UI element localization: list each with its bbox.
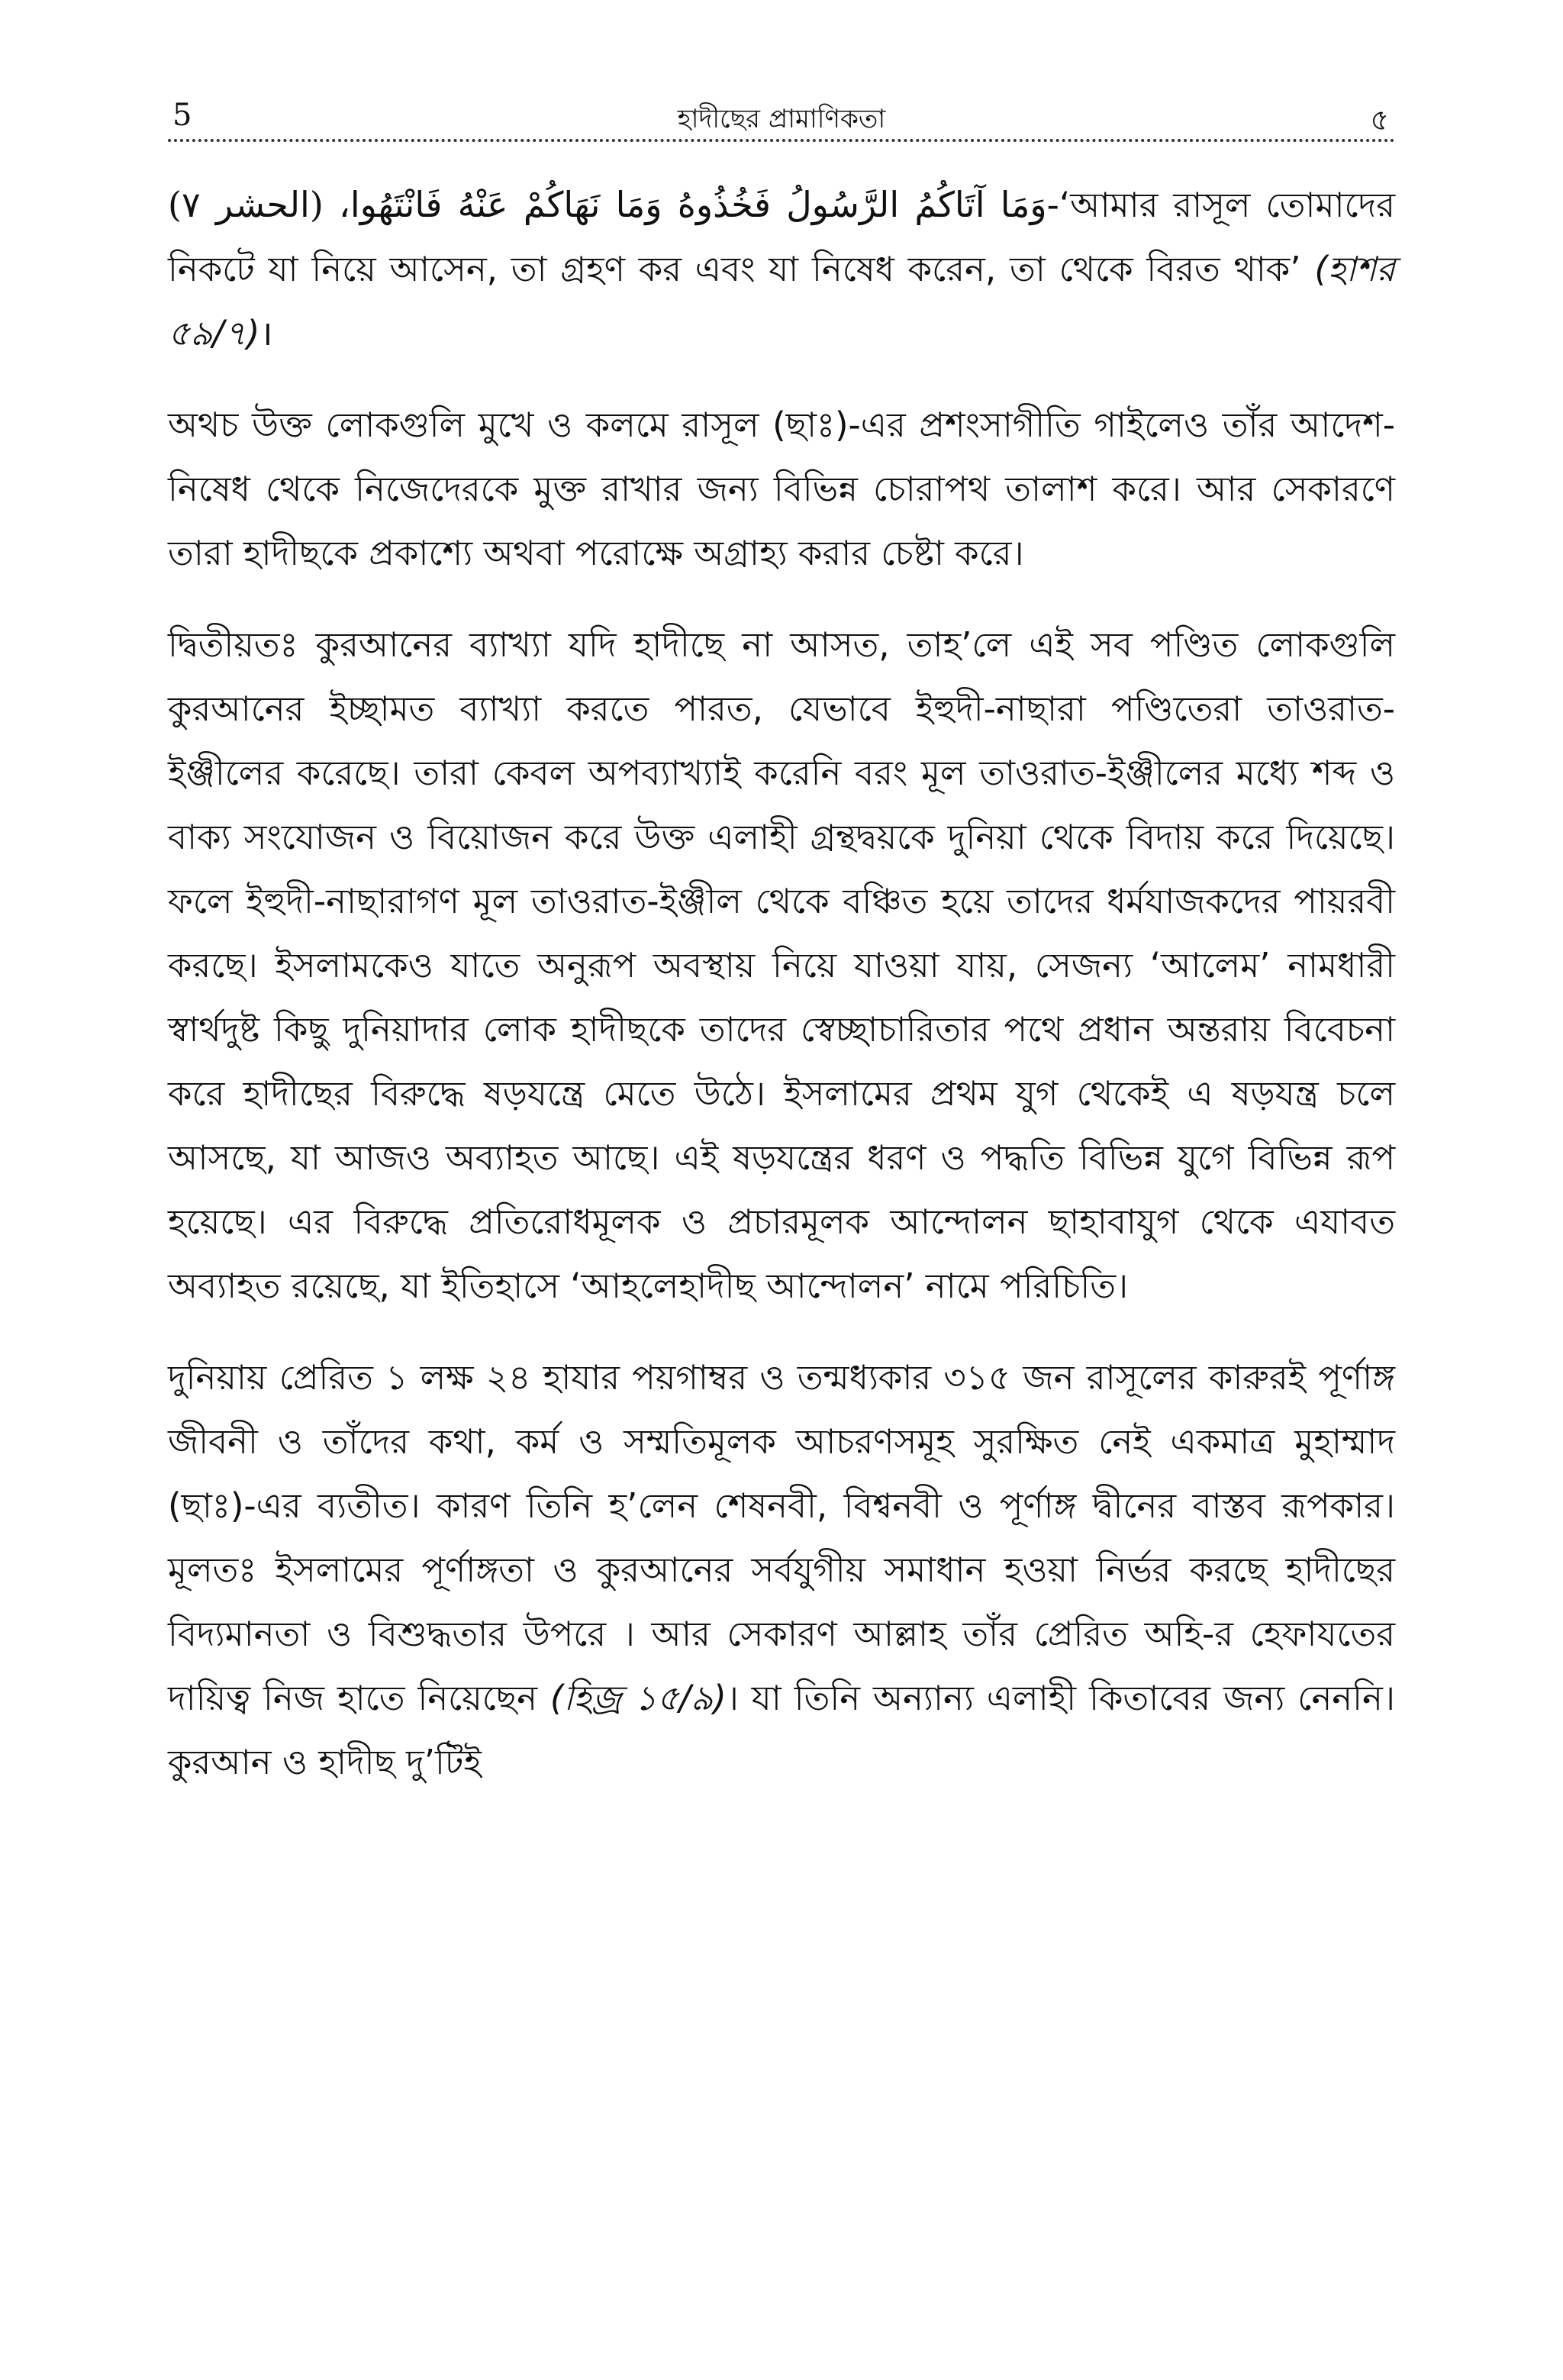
- paragraph-text: অথচ উক্ত লোকগুলি মুখে ও কলমে রাসূল (ছাঃ)-এর প্রশংসাগীতি গাইলেও তাঁর আদেশ-নিষেধ থেকে নিজেদেরকে মুক্ত রাখার জন্য বিভিন্ন চোরাপথ তালাশ করে। আর সেকারণে তারা হাদীছকে প্রকাশ্যে অথবা পরোক্ষে অগ্রাহ্য করার চেষ্টা করে।: [168, 405, 1395, 573]
- surah-reference: (হাশর ৫৯/৭): [168, 249, 1395, 353]
- paragraph-quran-verse: [168, 173, 1395, 366]
- paragraph-text: দ্বিতীয়তঃ কুরআনের ব্যাখ্যা যদি হাদীছে না আসত, তাহ’লে এই সব পণ্ডিত লোকগুলি কুরআনের ইচ্ছামত ব্যাখ্যা করতে পারত, যেভাবে ইহুদী-নাছারা পণ্ডিতেরা তাওরাত-ইঞ্জীলের করেছে। তারা কেবল অপব্যাখ্যাই করেনি বরং মূল তাওরাত-ইঞ্জীলের মধ্যে শব্দ ও বাক্য সংযোজন ও বিয়োজন করে উক্ত এলাহী গ্রন্থদ্বয়কে দুনিয়া থেকে বিদায় করে দিয়েছে। ফলে ইহুদী-নাছারাগণ মূল তাওরাত-ইঞ্জীল থেকে বঞ্চিত হয়ে তাদের ধর্মযাজকদের পায়রবী করছে। ইসলামকেও যাতে অনুরূপ অবস্থায় নিয়ে যাওয়া যায়, সেজন্য ‘আলেম’ নামধারী স্বার্থদুষ্ট কিছু দুনিয়াদার লোক হাদীছকে তাদের স্বেচ্ছাচারিতার পথে প্রধান অন্তরায় বিবেচনা করে হাদীছের বিরুদ্ধে ষড়যন্ত্রে মেতে উঠে। ইসলামের প্রথম যুগ থেকেই এ ষড়যন্ত্র চলে আসছে, যা আজও অব্যাহত আছে। এই ষড়যন্ত্রের ধরণ ও পদ্ধতি বিভিন্ন যুগে বিভিন্ন রূপ হয়েছে। এর বিরুদ্ধে প্রতিরোধমূলক ও প্রচারমূলক আন্দোলন ছাহাবাযুগ থেকে এযাবত অব্যাহত রয়েছে, যা ইতিহাসে ‘আহলেহাদীছ আন্দোলন’ নামে পরিচিতি।: [168, 624, 1395, 1306]
- dash: -: [1046, 185, 1059, 225]
- arabic-verse: وَمَا آتَاكُمُ الرَّسُولُ فَخُذُوهُ وَمَا نَهَاكُمْ عَنْهُ فَانْتَهُوا، (الحشر ٧): [168, 184, 1047, 225]
- running-title: হাদীছের প্রামাণিকতা: [677, 104, 886, 134]
- page-number-bengali: ৫: [1370, 103, 1389, 137]
- paragraph-text: [168, 1346, 1395, 1795]
- verse-translation: ‘আমার রাসূল তোমাদের নিকটে যা নিয়ে আসেন, তা গ্রহণ কর এবং যা নিষেধ করেন, তা থেকে বিরত থাক’: [168, 185, 1395, 289]
- sentence-end: ।: [259, 313, 273, 353]
- page-body: [168, 173, 1395, 1795]
- paragraph-main-text: দুনিয়ায় প্রেরিত ১ লক্ষ ২৪ হাযার পয়গাম্বর ও তন্মধ্যকার ৩১৫ জন রাসূলের কারুরই পূর্ণাঙ্গ জীবনী ও তাঁদের কথা, কর্ম ও সম্মতিমূলক আচরণসমূহ সুরক্ষিত নেই একমাত্র মুহাম্মাদ (ছাঃ)-এর ব্যতীত। কারণ তিনি হ’লেন শেষনবী, বিশ্বনবী ও পূর্ণাঙ্গ দ্বীনের বাস্তব রূপকার। মূলতঃ ইসলামের পূর্ণাঙ্গতা ও কুরআনের সর্বযুগীয় সমাধান হওয়া নির্ভর করছে হাদীছের বিদ্যমানতা ও বিশুদ্ধতার উপরে । আর সেকারণ আল্লাহ তাঁর প্রেরিত অহি-র হেফাযতের দায়িত্ব নিজ হাতে নিয়েছেন: [168, 1357, 1395, 1718]
- surah-reference: (হিজ্র ১৫/৯): [549, 1678, 727, 1718]
- page-number-latin: 5: [172, 98, 192, 133]
- paragraph-tail-text: । যা তিনি অন্যান্য এলাহী কিতাবের জন্য নেননি। কুরআন ও হাদীছ দু’টিই: [168, 1678, 1395, 1782]
- running-header: [168, 92, 1395, 142]
